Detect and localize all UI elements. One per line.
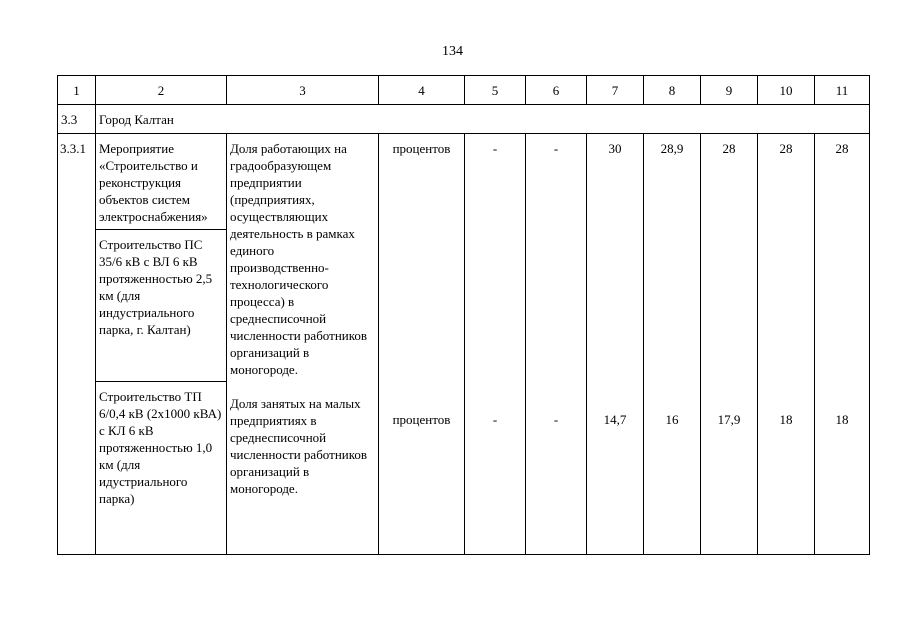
- indicator-2-value: 18: [779, 412, 793, 427]
- unit-cell: [379, 134, 465, 555]
- indicator-1-value: -: [492, 141, 498, 156]
- indicator-1-value: 28,9: [660, 141, 684, 156]
- indicator-1-unit: процентов: [392, 141, 451, 156]
- header-cell: 1: [58, 76, 96, 105]
- header-cell: 10: [758, 76, 815, 105]
- indicator-1-value: 28: [722, 141, 736, 156]
- header-cell: 4: [379, 76, 465, 105]
- measure-main: Мероприятие «Строительство и реконструкция объектов систем электроснабжения»: [99, 141, 208, 224]
- value-cell-10: [758, 134, 815, 555]
- value-cell-6: [526, 134, 587, 555]
- section-row: [58, 105, 870, 134]
- value-cell-8: [644, 134, 701, 555]
- measure-transformer: Строительство ТП 6/0,4 кВ (2х1000 кВА) с КЛ 6 кВ протяженностью 1,0 км (для идустриального парка): [96, 381, 226, 548]
- indicator-2-value: 17,9: [717, 412, 741, 427]
- indicators-table: [57, 75, 870, 555]
- indicator-2-value: 14,7: [603, 412, 627, 427]
- indicator-2-unit: процентов: [392, 412, 451, 427]
- measure-substation: Строительство ПС 35/6 кВ с ВЛ 6 кВ протяженностью 2,5 км (для индустриального парка, г. Калтан): [96, 229, 226, 381]
- header-cell: 8: [644, 76, 701, 105]
- value-cell-5: [465, 134, 526, 555]
- indicator-2-value: -: [553, 412, 559, 427]
- page-number: 134: [442, 44, 463, 59]
- indicator-1-value: 30: [608, 141, 622, 156]
- measures-cell: [96, 134, 227, 555]
- table-row: [58, 134, 870, 555]
- indicator-2-value: 18: [835, 412, 849, 427]
- indicator-1-value: 28: [835, 141, 849, 156]
- section-code: 3.3: [58, 105, 96, 134]
- indicator-2-value: 16: [665, 412, 679, 427]
- section-title: Город Калтан: [96, 105, 870, 134]
- indicator-1-value: -: [553, 141, 559, 156]
- header-cell: 6: [526, 76, 587, 105]
- header-row: [58, 76, 870, 105]
- row-code: 3.3.1: [58, 134, 96, 555]
- header-cell: 11: [815, 76, 870, 105]
- header-cell: 9: [701, 76, 758, 105]
- indicator-1-text: Доля работающих на градообразующем предприятии (предприятиях, осуществляющих деятельность в рамках единого производственно-технологического процесса) в среднесписочной численности работников организаций в моногороде.: [230, 141, 368, 377]
- value-cell-9: [701, 134, 758, 555]
- indicator-2-text: Доля занятых на малых предприятиях в среднесписочной численности работников организаций в моногороде.: [230, 396, 368, 496]
- indicator-2-value: -: [492, 412, 498, 427]
- header-cell: 2: [96, 76, 227, 105]
- indicator-1-value: 28: [779, 141, 793, 156]
- header-cell: 3: [227, 76, 379, 105]
- header-cell: 7: [587, 76, 644, 105]
- header-cell: 5: [465, 76, 526, 105]
- value-cell-11: [815, 134, 870, 555]
- value-cell-7: [587, 134, 644, 555]
- indicators-cell: [227, 134, 379, 555]
